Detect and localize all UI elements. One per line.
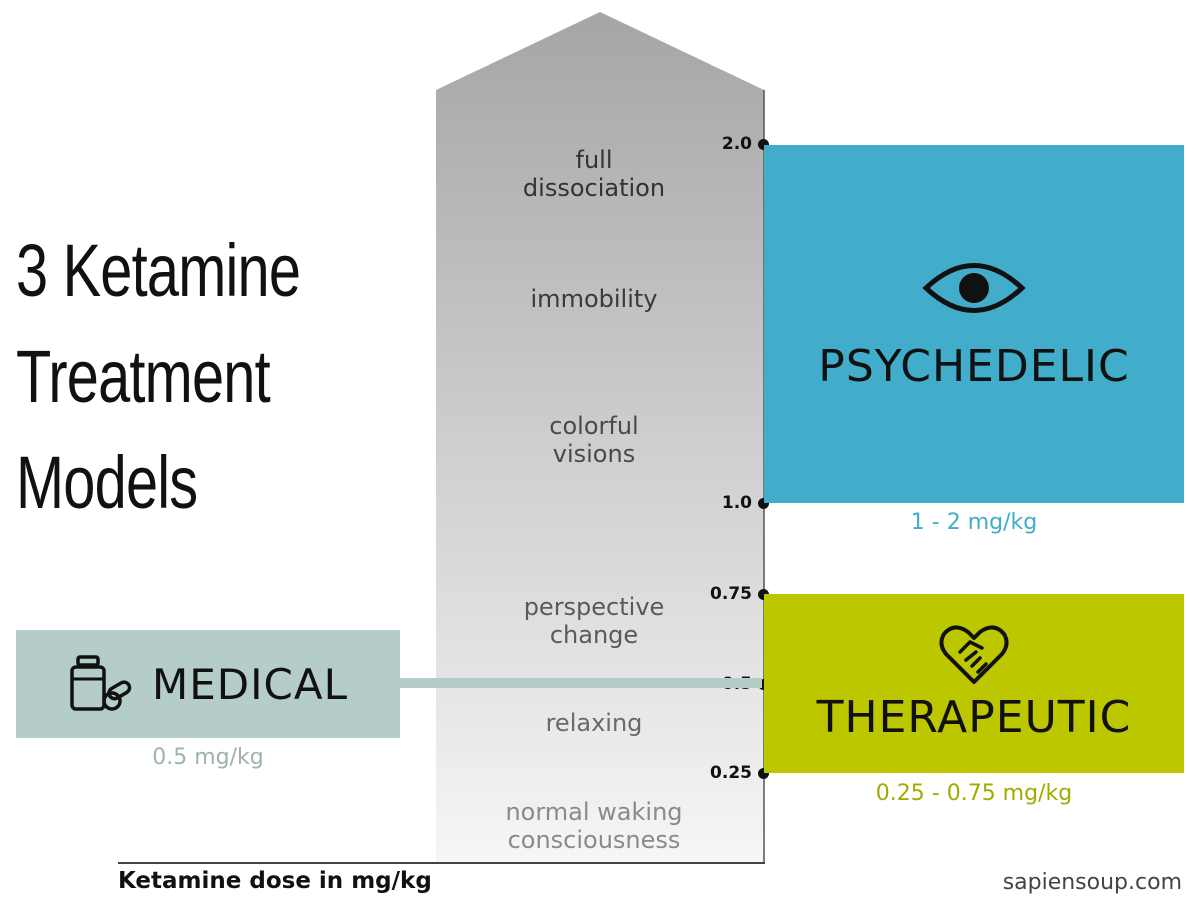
axis-label: Ketamine dose in mg/kg — [118, 868, 432, 894]
title-line-3: Models — [16, 441, 198, 524]
therapeutic-dose: 0.25 - 0.75 mg/kg — [875, 781, 1073, 806]
medical-box — [16, 630, 400, 738]
scale-label-immobility: immobility — [530, 285, 658, 313]
title-line-1: 3 Ketamine — [16, 229, 301, 312]
scale-label-colorful-visions: colorful visions — [549, 412, 639, 468]
scale-label-normal-waking: normal waking consciousness — [505, 798, 683, 854]
title-line-2: Treatment — [16, 335, 270, 418]
heart-handshake-icon — [938, 624, 1010, 686]
scale-label-full-dissociation: full dissociation — [522, 146, 666, 202]
psychedelic-label: PSYCHEDELIC — [818, 340, 1130, 392]
tick-label-0-25: 0.25 — [710, 763, 752, 783]
medical-label: MEDICAL — [152, 659, 348, 709]
scale-label-perspective-change: perspective change — [523, 593, 665, 649]
therapeutic-box — [764, 594, 1184, 773]
tick-label-0-75: 0.75 — [710, 584, 752, 604]
tick-label-2-0: 2.0 — [721, 134, 752, 154]
medical-connector — [400, 678, 762, 688]
pills-icon — [68, 655, 132, 713]
credit-link[interactable]: sapiensoup.com — [1002, 870, 1182, 895]
psychedelic-dose: 1 - 2 mg/kg — [910, 510, 1038, 535]
tick-label-1-0: 1.0 — [721, 493, 752, 513]
therapeutic-label: THERAPEUTIC — [816, 692, 1132, 743]
psychedelic-box — [764, 145, 1184, 503]
scale-label-relaxing: relaxing — [545, 709, 643, 737]
medical-dose: 0.5 mg/kg — [152, 745, 264, 770]
eye-icon — [922, 257, 1026, 319]
axis-line — [118, 862, 765, 864]
